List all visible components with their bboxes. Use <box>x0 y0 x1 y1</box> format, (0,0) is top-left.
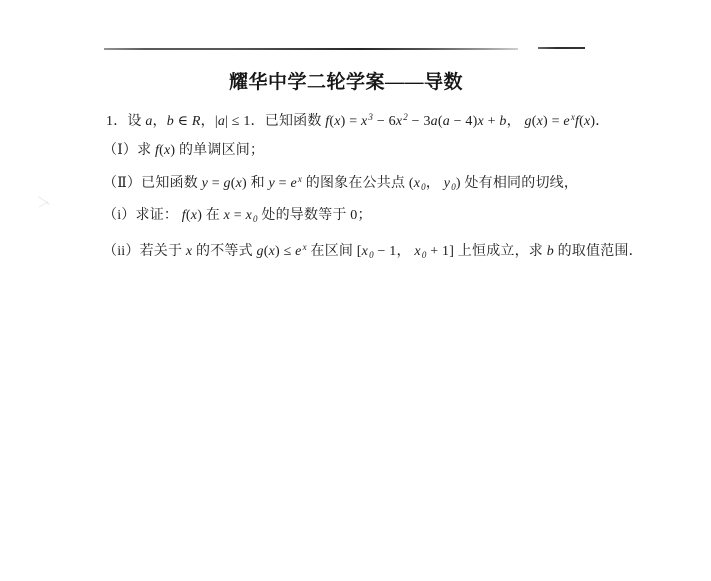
page-title: 耀华中学二轮学案——导数 <box>228 72 463 93</box>
text-segment: x <box>583 114 591 129</box>
text-segment: x <box>395 114 403 129</box>
text-segment: 0 <box>421 182 426 192</box>
text-segment: | ≤ 1．已知函数 <box>225 114 326 129</box>
part-II-i-line <box>103 207 372 225</box>
text-segment: （Ⅱ）已知函数 <box>103 176 202 191</box>
text-segment: )． <box>590 114 610 129</box>
text-segment: b <box>499 114 507 129</box>
part-II-ii-line <box>103 243 643 261</box>
text-segment: 处的导数等于 0； <box>257 208 372 223</box>
text-segment: R <box>191 114 201 129</box>
text-segment: g <box>223 176 231 191</box>
text-segment: 2 <box>403 112 408 122</box>
text-segment: x <box>570 112 576 122</box>
text-segment: 1．设 <box>106 114 146 129</box>
text-segment: ( <box>159 143 164 158</box>
text-segment: a <box>145 114 153 129</box>
text-segment: = <box>274 176 291 191</box>
text-segment: − 1， <box>373 244 415 259</box>
text-segment: x <box>185 244 193 259</box>
text-segment: 0 <box>451 182 456 192</box>
text-segment: ) 处有相同的切线， <box>455 176 579 191</box>
text-segment: 0 <box>253 214 258 224</box>
text-segment: x <box>235 176 243 191</box>
part-I-line <box>103 142 264 160</box>
text-segment: x <box>414 244 421 259</box>
text-segment: e <box>563 114 570 129</box>
text-segment: a <box>442 114 450 129</box>
text-segment: ) 和 <box>242 176 269 191</box>
text-segment: ) = <box>340 114 361 129</box>
text-segment: 0 <box>369 250 374 260</box>
text-segment: 0 <box>421 250 427 260</box>
text-segment: x <box>302 242 307 252</box>
text-segment: x <box>245 208 252 223</box>
text-segment: + <box>483 114 500 129</box>
text-segment: ( <box>263 244 269 259</box>
text-segment: ， <box>152 114 167 129</box>
text-segment: f <box>325 114 330 129</box>
text-segment: y <box>268 176 275 191</box>
text-segment: ，| <box>200 114 218 129</box>
text-segment: 的取值范围． <box>553 244 643 259</box>
text-segment: ) ≤ <box>275 244 296 259</box>
text-segment: x <box>297 174 303 184</box>
header-rule-long <box>104 48 518 50</box>
text-segment: 3 <box>368 112 374 122</box>
text-segment: g <box>524 114 532 129</box>
text-segment: ( <box>437 114 443 129</box>
text-segment: 的不等式 <box>192 244 257 259</box>
text-segment: e <box>295 244 302 259</box>
problem-stem-line <box>106 113 609 131</box>
text-segment: x <box>164 143 171 158</box>
text-segment: − 4) <box>449 114 478 129</box>
text-segment: （Ⅰ）求 <box>103 143 156 158</box>
pencil-smudge <box>36 194 54 210</box>
text-segment: a <box>217 114 226 129</box>
part-II-line <box>103 175 578 193</box>
text-segment: （ii）若关于 <box>103 244 186 259</box>
text-segment: g <box>256 244 264 259</box>
text-segment: ( <box>579 114 584 129</box>
text-segment: x <box>477 114 484 129</box>
text-segment: b <box>546 244 554 259</box>
text-segment: ∈ <box>173 114 192 129</box>
text-segment: x <box>268 244 276 259</box>
text-segment: f <box>181 208 186 223</box>
text-segment: ) 在 <box>197 208 224 223</box>
text-segment: ( <box>185 208 191 223</box>
text-segment: + 1] 上恒成立，求 <box>426 244 547 259</box>
text-segment: x <box>334 114 341 129</box>
text-segment: ( <box>230 176 236 191</box>
text-segment: = <box>230 208 246 223</box>
text-segment: ) = <box>543 114 564 129</box>
header-rule-short <box>538 47 585 49</box>
text-segment: e <box>290 176 297 191</box>
text-segment: x <box>223 208 231 223</box>
text-segment: （i）求证： <box>103 208 182 223</box>
text-segment: = <box>208 176 224 191</box>
text-segment: 的图象在公共点 ( <box>302 176 414 191</box>
text-segment: − 3 <box>407 114 431 129</box>
text-segment: b <box>166 114 174 129</box>
text-segment: y <box>201 176 209 191</box>
text-segment: x <box>361 244 369 259</box>
text-segment: − 6 <box>373 114 396 129</box>
text-segment: ( <box>531 114 537 129</box>
text-segment: x <box>361 114 368 129</box>
text-segment: 在区间 [ <box>306 244 362 259</box>
text-segment: f <box>155 143 160 158</box>
text-segment: ， <box>506 114 525 129</box>
text-segment: ) 的单调区间； <box>170 143 265 158</box>
text-segment: x <box>413 176 421 191</box>
text-segment: y <box>443 176 451 191</box>
text-segment: ， <box>425 176 444 191</box>
text-segment: a <box>430 114 438 129</box>
text-segment: f <box>575 114 580 129</box>
text-segment: ( <box>329 114 335 129</box>
text-segment: x <box>536 114 544 129</box>
text-segment: x <box>190 208 198 223</box>
